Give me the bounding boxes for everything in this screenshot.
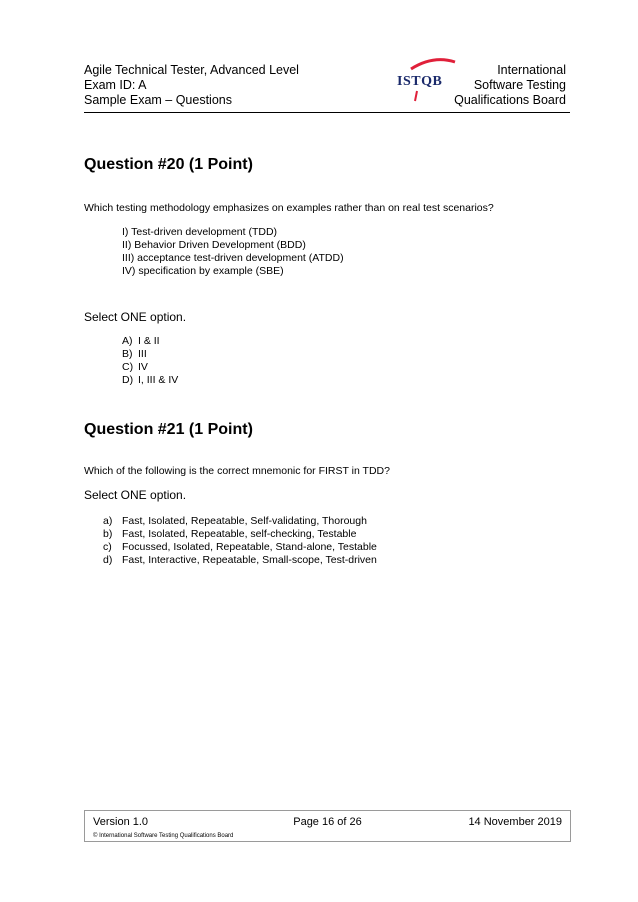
option-b	[103, 528, 377, 541]
statement-item: I) Test-driven development (TDD)	[122, 226, 278, 238]
question-21-select-instruction: Select ONE option.	[84, 488, 187, 502]
footer-date: 14 November 2019	[468, 816, 562, 828]
option-marker: b)	[103, 528, 113, 540]
header-exam-id: Exam ID: A	[84, 78, 147, 92]
question-20-text: Which testing methodology emphasizes on examples rather than on real test scenarios?	[84, 202, 494, 214]
statement-item: III) acceptance test-driven development (ATDD)	[122, 252, 344, 264]
footer-copyright: © International Software Testing Qualifications Board	[93, 833, 234, 839]
option-b	[122, 348, 178, 361]
option-text: Fast, Isolated, Repeatable, Self-validating, Thorough	[122, 515, 367, 527]
option-text: I, III & IV	[138, 374, 179, 386]
header-org-line-1: International	[497, 63, 566, 77]
question-20-title: Question #20 (1 Point)	[84, 156, 253, 173]
logo-text: ISTQB	[397, 74, 443, 89]
option-d	[103, 554, 377, 567]
question-21-title: Question #21 (1 Point)	[84, 421, 253, 438]
option-text: IV	[138, 361, 148, 373]
option-text: III	[138, 348, 147, 360]
question-21-options	[103, 515, 377, 567]
question-21-text: Which of the following is the correct mnemonic for FIRST in TDD?	[84, 465, 390, 477]
header-org-line-2: Software Testing	[473, 78, 566, 92]
option-d	[122, 374, 178, 387]
statement-item: II) Behavior Driven Development (BDD)	[122, 239, 306, 251]
option-c	[103, 541, 377, 554]
header-course-title: Agile Technical Tester, Advanced Level	[84, 63, 299, 77]
footer-version: Version 1.0	[93, 816, 149, 828]
header-left	[84, 63, 299, 108]
footer	[84, 810, 571, 842]
option-a	[122, 335, 178, 348]
option-marker: d)	[103, 554, 113, 566]
option-text: Fast, Isolated, Repeatable, self-checking, Testable	[122, 528, 357, 540]
header-divider	[84, 112, 570, 113]
header-doc-type: Sample Exam – Questions	[84, 93, 232, 107]
statement-item: IV) specification by example (SBE)	[122, 265, 284, 277]
option-c	[122, 361, 178, 374]
question-20-select-instruction: Select ONE option.	[84, 310, 187, 324]
option-text: Fast, Interactive, Repeatable, Small-scope, Test-driven	[122, 554, 377, 566]
option-text: I & II	[138, 335, 160, 347]
option-marker: c)	[103, 541, 112, 553]
header-right	[454, 63, 566, 108]
header-org-line-3: Qualifications Board	[454, 93, 566, 107]
istqb-logo	[393, 57, 457, 103]
question-20-options	[122, 335, 178, 387]
option-marker: D)	[122, 374, 134, 386]
option-a	[103, 515, 377, 528]
option-marker: A)	[122, 335, 133, 347]
option-text: Focussed, Isolated, Repeatable, Stand-alone, Testable	[122, 541, 377, 553]
question-20-statements	[122, 226, 344, 278]
option-marker: B)	[122, 348, 133, 360]
option-marker: C)	[122, 361, 134, 373]
option-marker: a)	[103, 515, 113, 527]
footer-page-number: Page 16 of 26	[293, 816, 362, 828]
